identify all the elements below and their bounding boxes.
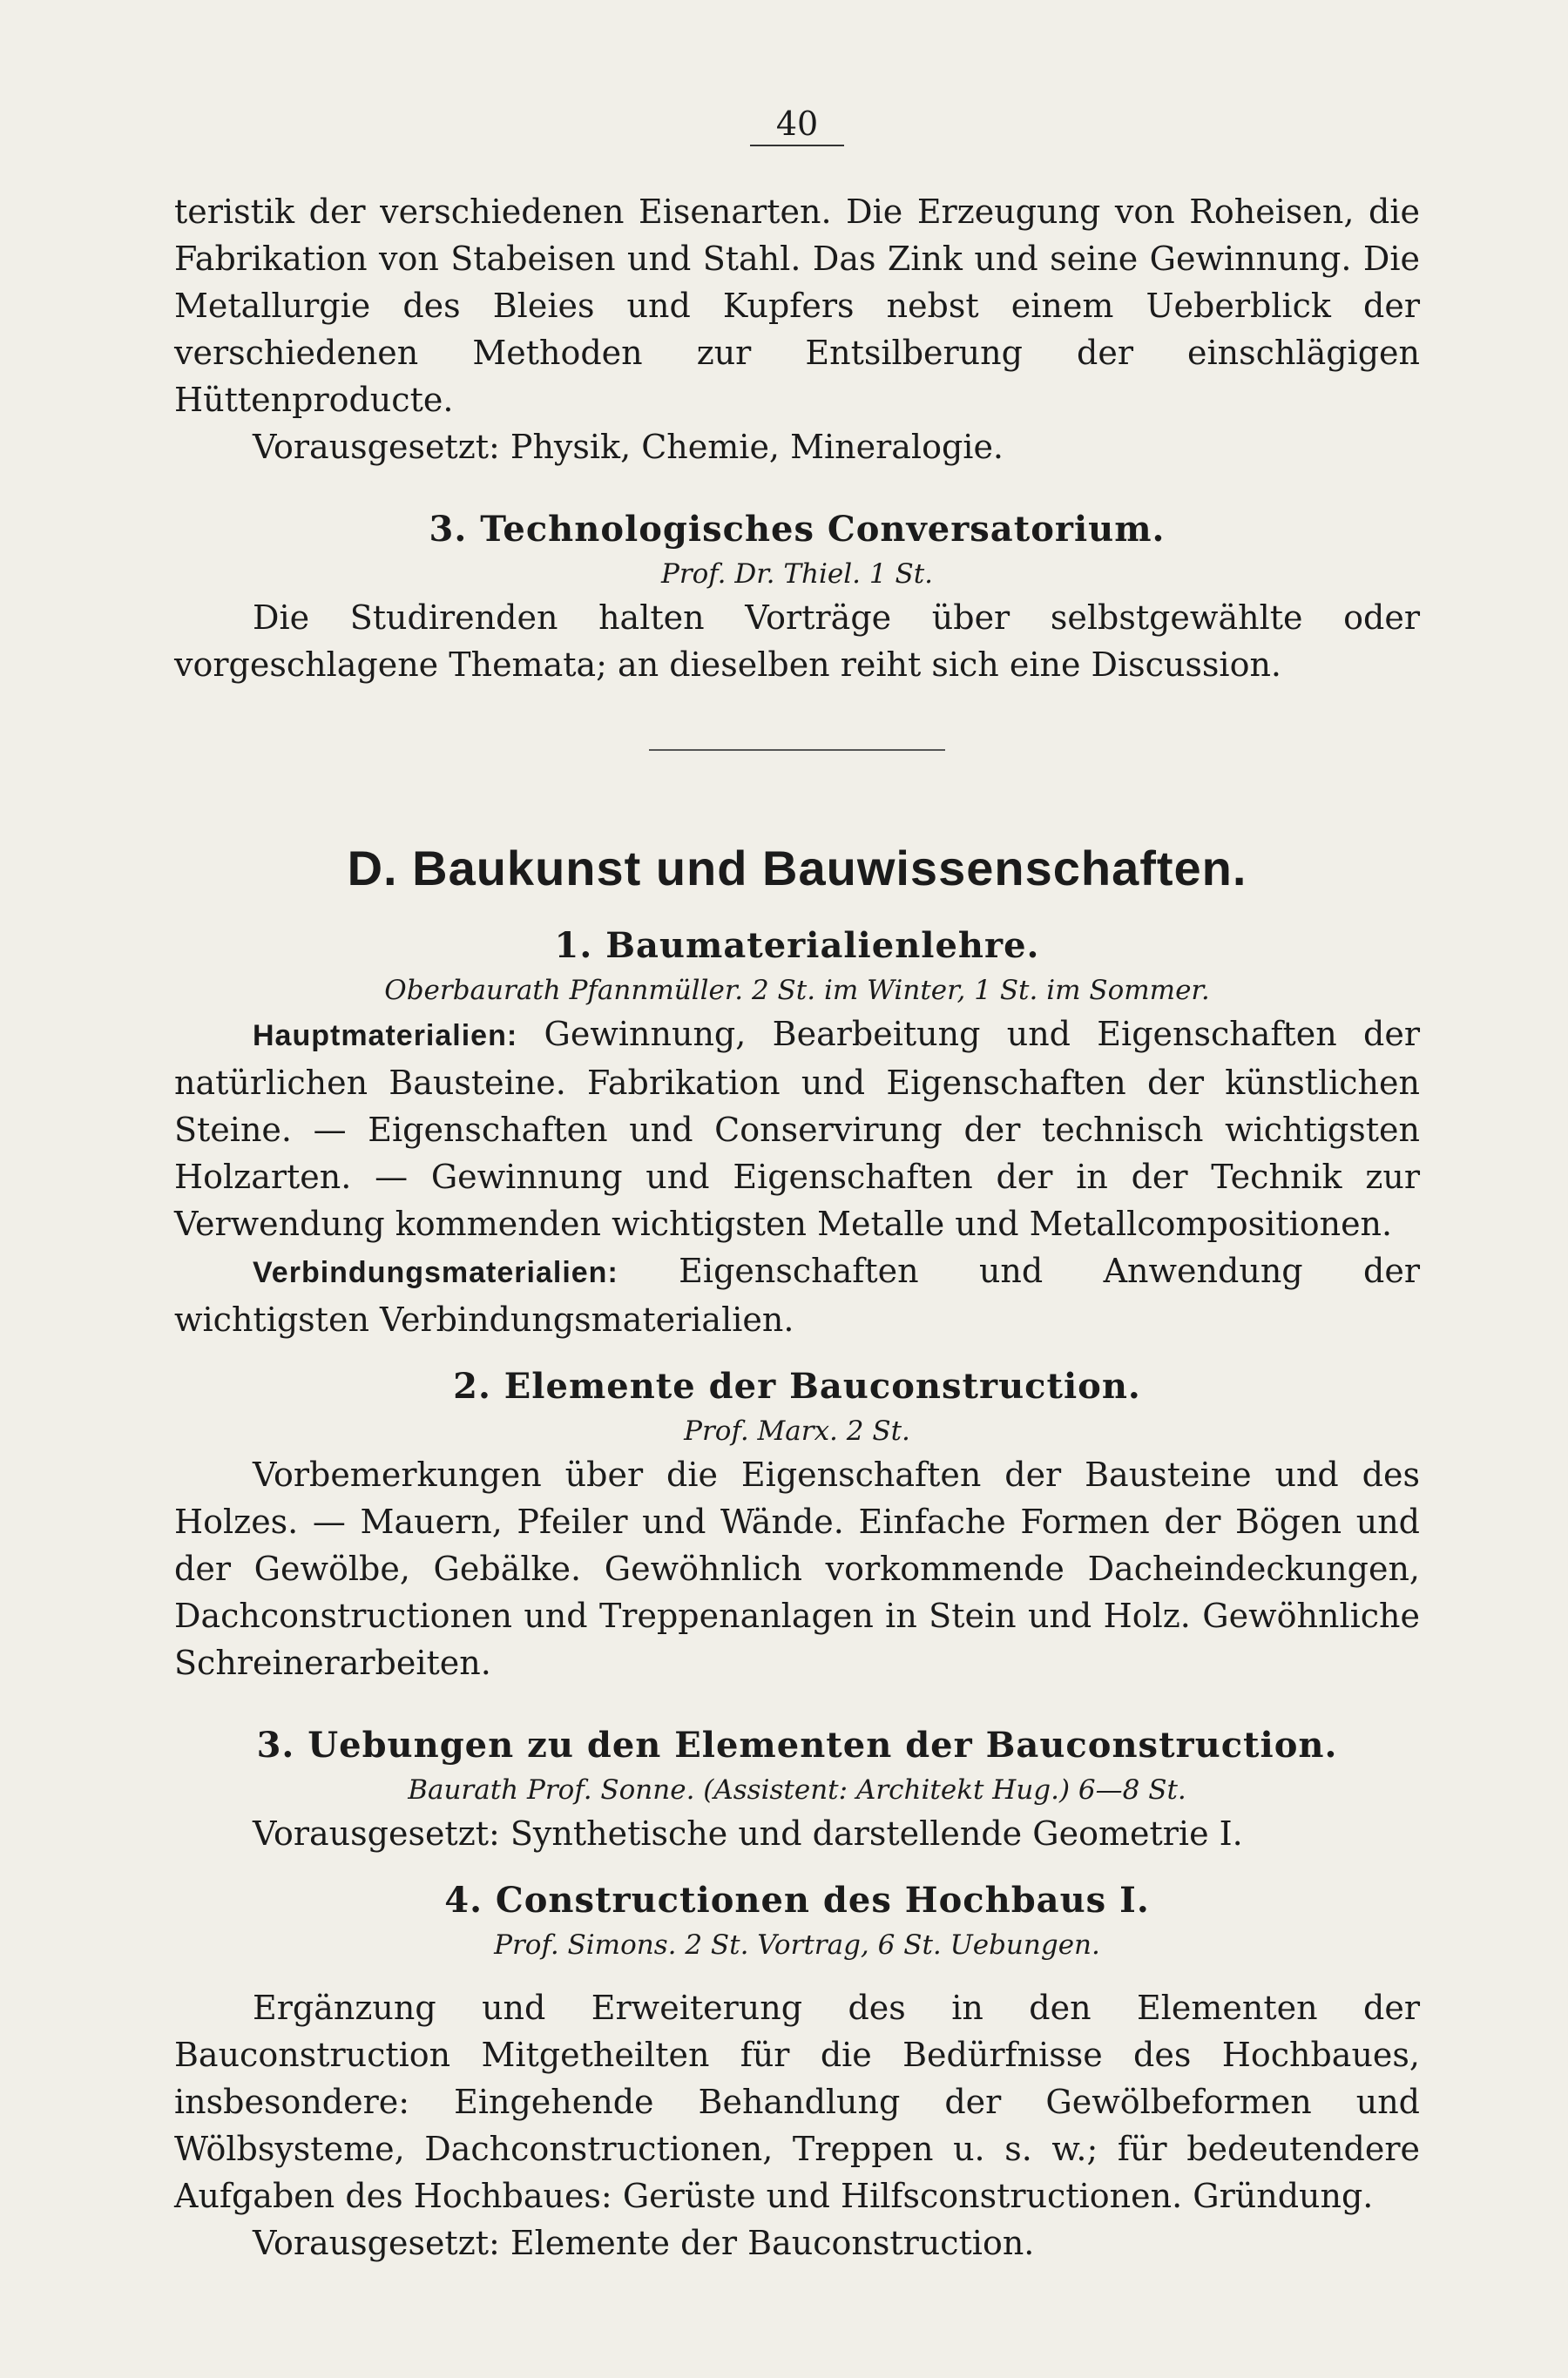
paragraph-hochbau: Ergänzung und Erweiterung des in den Elementen der Bauconstruction Mitgetheilten für die Bedürfnisse des Hochbaues, insbesondere: Eingehende Behandlung der Gewölbeformen und Wölbsysteme, Dachconstructionen, Treppen u. s. w.; für bedeutendere Aufgaben des Hochbaues: Gerüste und Hilfsconstructionen. Gründung. — [174, 1989, 1420, 2215]
course-title-baumaterialienlehre: 1. Baumaterialienlehre. — [554, 925, 1040, 966]
lecturer-line: Prof. Dr. Thiel. 1 St. — [660, 558, 934, 590]
prerequisite-text: Vorausgesetzt: Elemente der Bauconstruction. — [253, 2224, 1035, 2262]
section-divider — [649, 749, 945, 751]
label-verbindungsmaterialien: Verbindungsmaterialien: — [253, 1256, 618, 1289]
prerequisite-text: Vorausgesetzt: Synthetische und darstellende Geometrie I. — [253, 1814, 1243, 1853]
label-hauptmaterialien: Hauptmaterialien: — [253, 1019, 518, 1052]
course-title-elemente: 2. Elemente der Bauconstruction. — [453, 1366, 1141, 1407]
paragraph-verbindungsmaterialien: Verbindungsmaterialien: Eigenschaften und Anwendung der wichtigsten Verbindungsmaterialien. — [174, 1252, 1420, 1339]
paragraph-metallurgy: teristik der verschiedenen Eisenarten. Die Erzeugung von Roheisen, die Fabrikation von Stabeisen und Stahl. Das Zink und seine Gewinnung. Die Metallurgie des Bleies und Kupfers nebst einem Ueberblick der verschiedenen Methoden zur Entsilberung der einschlägigen Hüttenproducte. — [174, 193, 1420, 419]
course-title-hochbau: 4. Constructionen des Hochbaus I. — [444, 1880, 1150, 1921]
lecturer-line: Baurath Prof. Sonne. (Assistent: Architekt Hug.) 6—8 St. — [408, 1774, 1186, 1806]
prerequisite-text: Vorausgesetzt: Physik, Chemie, Mineralogie. — [253, 428, 1004, 466]
paragraph-elemente: Vorbemerkungen über die Eigenschaften der Bausteine und des Holzes. — Mauern, Pfeiler und Wände. Einfache Formen der Bögen und der Gewölbe, Gebälke. Gewöhnlich vorkommende Dacheindeckungen, Dachconstructionen und Treppenanlagen in Stein und Holz. Gewöhnliche Schreinerarbeiten. — [174, 1456, 1420, 1682]
lecturer-line: Prof. Simons. 2 St. Vortrag, 6 St. Uebungen. — [494, 1929, 1100, 1961]
course-title-conversatorium: 3. Technologisches Conversatorium. — [429, 509, 1166, 550]
course-title-uebungen: 3. Uebungen zu den Elementen der Bauconstruction. — [256, 1725, 1338, 1766]
page-number: 40 — [174, 105, 1420, 143]
paragraph-hauptmaterialien: Hauptmaterialien: Gewinnung, Bearbeitung und Eigenschaften der natürlichen Bausteine. Fabrikation und Eigenschaften der künstlichen Steine. — Eigenschaften und Conservirung der technisch wichtigsten Holzarten. — Gewinnung und Eigenschaften der in der Technik zur Verwendung kommenden wichtigsten Metalle und Metallcompositionen. — [174, 1015, 1420, 1243]
section-title-baukunst: D. Baukunst und Bauwissenschaften. — [347, 841, 1247, 895]
lecturer-line: Oberbaurath Pfannmüller. 2 St. im Winter, 1 St. im Sommer. — [384, 975, 1210, 1006]
lecturer-line: Prof. Marx. 2 St. — [684, 1415, 910, 1447]
paragraph-conversatorium: Die Studirenden halten Vorträge über selbstgewählte oder vorgeschlagene Themata; an dieselben reiht sich eine Discussion. — [174, 598, 1420, 684]
page — [174, 105, 1420, 2267]
